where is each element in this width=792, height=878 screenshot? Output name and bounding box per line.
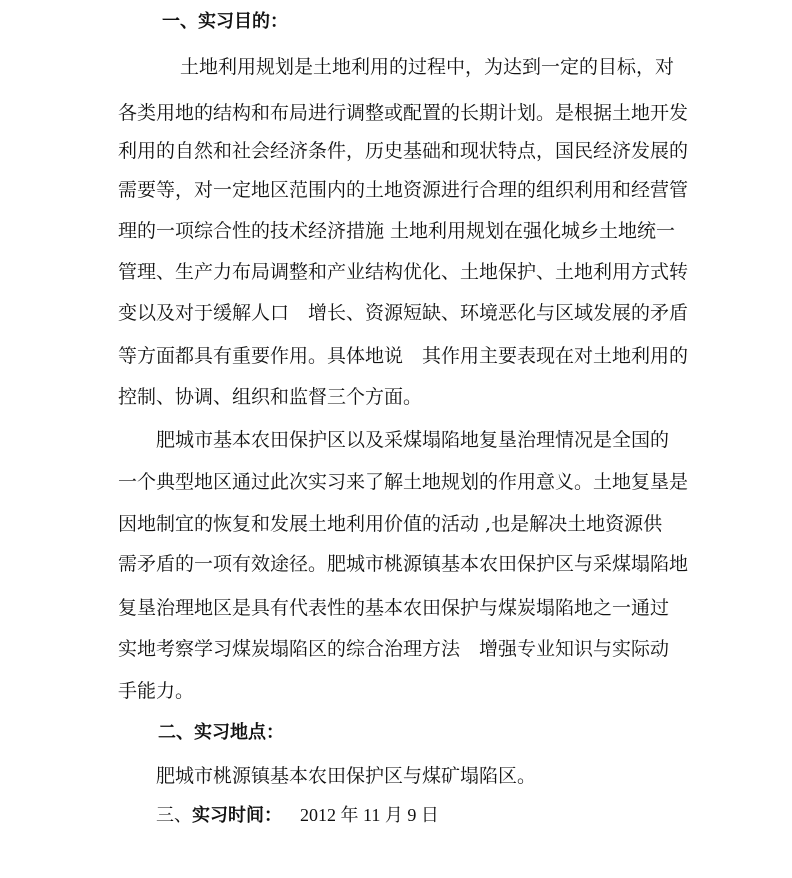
para2-line-3: 因地制宜的恢复和发展土地利用价值的活动 ,也是解决土地资源供 [118,513,663,535]
para1-line-9: 控制、协调、组织和监督三个方面。 [118,386,423,408]
para2-line-6: 实地考察学习煤炭塌陷区的综合治理方法 增强专业知识与实际动 [118,638,670,660]
para1-line-1: 土地利用规划是土地利用的过程中，为达到一定的目标，对 [180,56,675,78]
section1-heading: 一、实习目的： [162,11,288,32]
para1-line-4: 需要等，对一定地区范围内的土地资源进行合理的组织利用和经营管 [118,179,689,201]
para2-line-5: 复垦治理地区是具有代表性的基本农田保护与煤炭塌陷地之一通过 [118,597,670,619]
para1-line-3: 利用的自然和社会经济条件，历史基础和现状特点，国民经济发展的 [118,140,689,162]
section3-number: 三、 [156,805,192,826]
section2-content: 肥城市桃源镇基本农田保护区与煤矿塌陷区。 [156,765,537,787]
section3-row [156,803,439,828]
para1-line-2: 各类用地的结构和布局进行调整或配置的长期计划。是根据土地开发 [118,102,689,124]
para2-line-4: 需矛盾的一项有效途径。肥城市桃源镇基本农田保护区与采煤塌陷地 [118,553,689,575]
para1-line-8: 等方面都具有重要作用。具体地说 其作用主要表现在对土地利用的 [118,345,689,367]
para1-line-6: 管理、生产力布局调整和产业结构优化、土地保护、土地利用方式转 [118,261,689,283]
para1-line-7: 变以及对于缓解人口 增长、资源短缺、环境恶化与区域发展的矛盾 [118,302,689,324]
section3-label: 实习时间： [192,805,282,826]
para2-line-2: 一个典型地区通过此次实习来了解土地规划的作用意义。土地复垦是 [118,471,689,493]
section2-heading: 二、实习地点： [158,722,284,743]
section3-value: 2012 年 11 月 9 日 [300,805,439,825]
para2-line-1: 肥城市基本农田保护区以及采煤塌陷地复垦治理情况是全国的 [156,429,670,451]
para2-line-7: 手能力。 [118,680,195,702]
para1-line-5: 理的一项综合性的技术经济措施 土地利用规划在强化城乡土地统一 [118,220,676,242]
